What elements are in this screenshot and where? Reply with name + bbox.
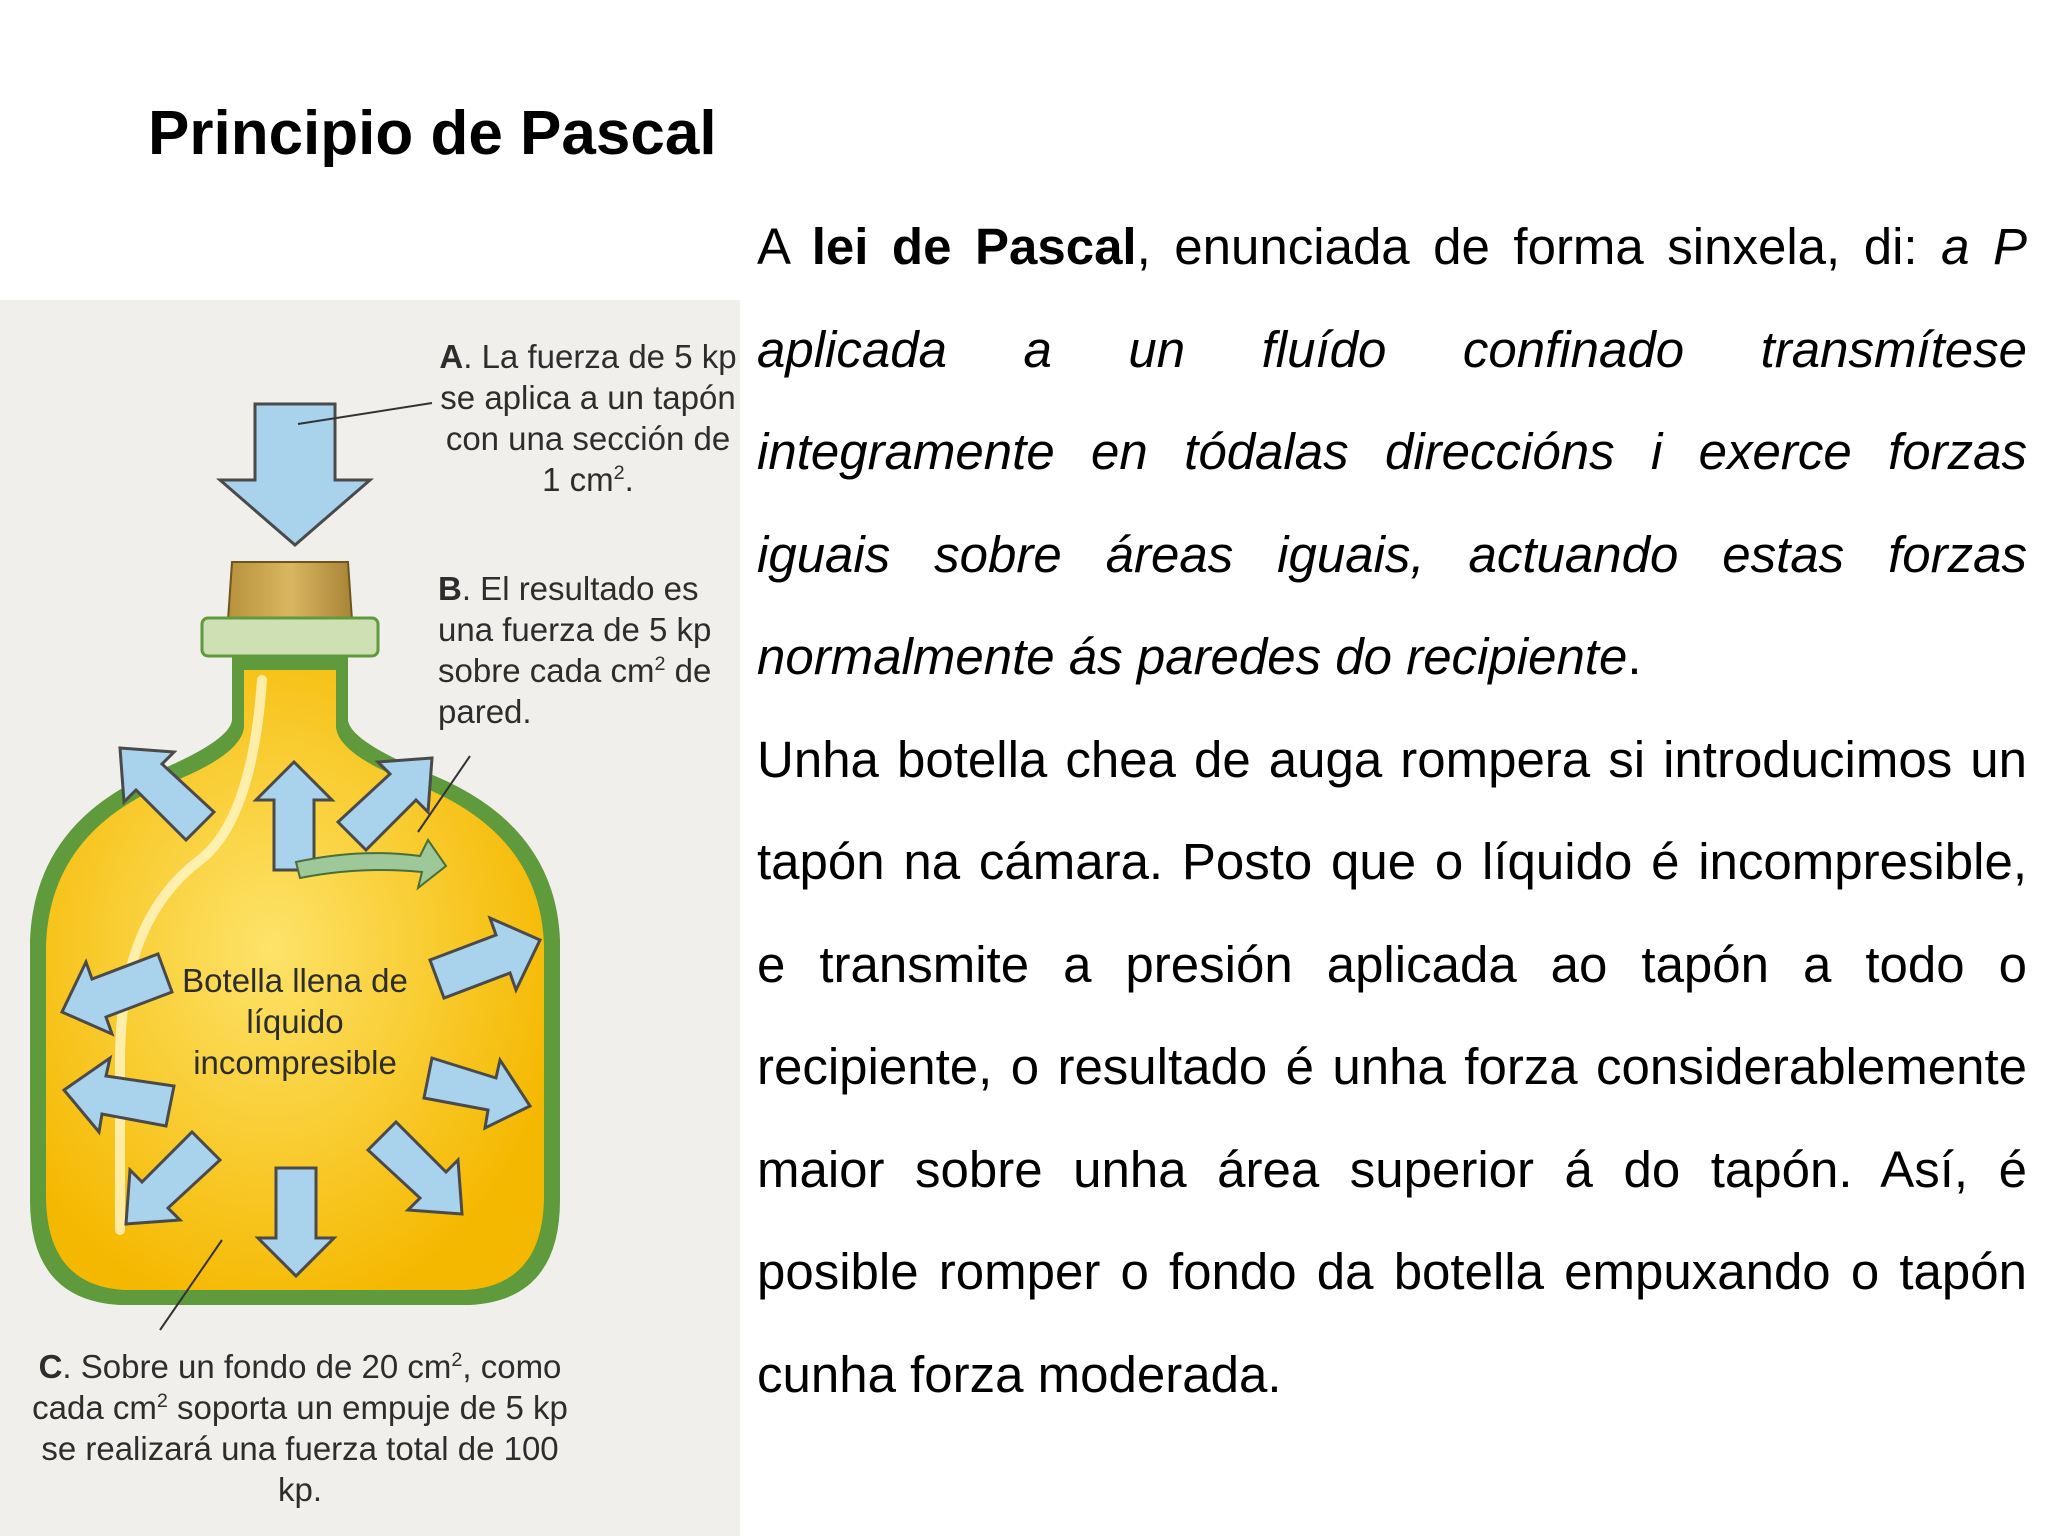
paragraph-bottle-example: Unha botella chea de auga rompera si introducimos un tapón na cámara. Posto que o líquido é incompresible, e transmite a presión aplicada ao tapón a todo o recipiente, o resultado é unha forza considerablemente maior sobre unha área superior á do tapón. Así, é posible romper o fondo da botella empuxando o tapón cunha forza moderada. (757, 730, 2027, 1403)
caption-a-text: . La fuerza de 5 kp se aplica a un tapón con una sección de 1 cm (440, 338, 737, 498)
pascal-bottle-figure (0, 300, 740, 1536)
caption-a-sup: 2 (613, 462, 625, 484)
paragraph-end: . (1627, 628, 1642, 685)
caption-c-text1: . Sobre un fondo de 20 cm (62, 1348, 452, 1385)
caption-c-sup1: 2 (451, 1349, 463, 1371)
bottle-label: Botella llena de líquido incompresible (182, 962, 408, 1081)
caption-a-letter: A (439, 338, 464, 375)
term-pascal-law: lei de Pascal (811, 218, 1137, 275)
caption-b (438, 568, 738, 732)
caption-b-end: de pared. (438, 652, 712, 730)
law-statement: a P aplicada a un fluído confinado transmítese integramente en tódalas direccións i exerce forzas iguais sobre áreas iguais, actuando estas forzas normalmente ás paredes do recipiente (757, 218, 2027, 685)
body-text (757, 196, 2027, 1426)
caption-c (20, 1346, 580, 1510)
slide-title: Principio de Pascal (148, 99, 717, 168)
caption-c-sup2: 2 (156, 1390, 168, 1412)
caption-c-text3: soporta un empuje de 5 kp se realizará una fuerza total de 100 kp. (41, 1389, 568, 1508)
paragraph-pascal-law (757, 196, 2027, 709)
paragraph-lead: , enunciada de forma sinxela, di: (1136, 218, 1942, 275)
bottle-rim (202, 618, 378, 656)
caption-b-sup: 2 (654, 653, 666, 675)
caption-a (438, 336, 738, 500)
paragraph-intro: A (757, 218, 812, 275)
caption-a-end: . (624, 461, 634, 498)
caption-b-letter: B (438, 570, 462, 607)
cork-stopper (228, 562, 352, 620)
caption-b-text: . El resultado es una fuerza de 5 kp sobre cada cm (438, 570, 712, 689)
caption-c-text2: , como cada cm (32, 1348, 562, 1426)
caption-c-letter: C (38, 1348, 63, 1385)
